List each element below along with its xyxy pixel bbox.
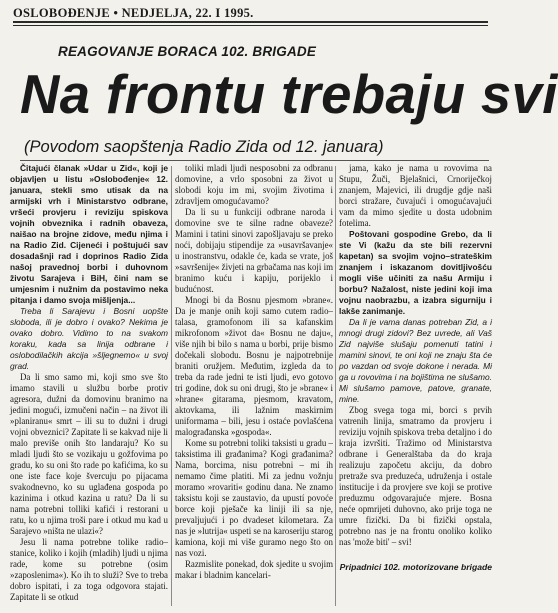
column-divider [335, 166, 336, 606]
article-column-2 [175, 163, 333, 613]
masthead-text: OSLOBOĐENJE • NEDJELJA, 22. I 1995. [13, 6, 254, 20]
masthead-rule [13, 21, 488, 23]
signature: Pripadnici 102. motorizovane brigade [339, 562, 492, 572]
paragraph: toliki mladi ljudi nesposobni za odbranu domovine, a vrlo sposobni za život u slobodi koju im mi, svojim životima i zdravljem omogućavamo? [175, 163, 333, 206]
paragraph: Kome su potrebni toliki taksisti u gradu – taksistima ili građanima? Kogi građanima? Nama, borcima, nisu potrebni – mi ih nemamo čime platiti. Mi za jednu vožnju moramo »rovariti« godinu dana. Ne znamo taksistu koji se zaustavio, da upustí povoće borce koji pješače ka liniji ili sa nje, prevaljujući i po dvadeset kilometara. Za nas je »lutrija« uspeti se na karoseriju starog kamiona, koji mi više guramo nego što on nas vozi. [175, 438, 333, 558]
article-subhead: (Povodom saopštenja Radio Zida od 12. januara) [24, 138, 384, 156]
paragraph: jama, kako je nama u rovovima na Stupu, Žuči, Bjelašnici, Crnoriječkoj znanjem, Majevici, ili drugdje gdje naši borci stražare, čuvajući i omogućavajući vam da mimo sjedite u dosta udobnim fotelima. [339, 163, 492, 228]
paragraph: Mnogi bi da Bosnu pjesmom »brane«. Da je manje onih koji samo cutem radio–talasa, gramofonom ili sa kafanskim mikrofonom »život da« Bosnu ne daju«, više njih bi bilo s nama u borbi, prije bismo dočekali slobodu. Bosnu je najpotrebnije braniti oružjem. Međutim, izgleda da to treba da rade jedni te isti ljudi, evo gotovo tri godine, dok su oni drugi, što je »brane« i »hrane« gitarama, pjesmom, kravatom, aktovkama, ili lažnim maskirnim uniformama – bili, jesu i ostaće povlašćena malograđanska »gospoda«. [175, 295, 333, 437]
paragraph: Razmislite ponekad, dok sjedite u svojim makar i bladnim kancelari- [175, 559, 333, 580]
paragraph: Da li smo samo mi, koji smo sve što imamo stavili u službu borbe protiv agresora, dužni da domovinu branimo na jedini mogući, izmučeni način – na život ili »planiranu« smrt – ili su to dužni i drugi vojni obveznici? Zapitate li se kakvad nije li malo previše onih što landaraju? Ko su mladi ljudi što se vozikaju u gožfovima po gradu, ko su oni što rade po kafićima, ko su one iste face koje švercuju po pijacama svakodnevno, ko su uglađena gospoda po kazinima i otkud kazina u ratu? Da li su nama potrebni tolliki kafići i restorani u ratu, ko u njima troši pare i otkud mu kad u Sarajevo »ništa ne ulazi«? [10, 372, 168, 536]
paragraph: Poštovani gospodine Grebo, da li ste Vi (kažu da ste bili rezervni kapetan) sa svojim vojno–strateškim znanjem i iskazanom dovitljivošću mogli više učiniti za našu Armiju i borbu? Nažalost, niste jedini koji ima vojnu naobrazbu, a izabra sigurniju i lakše zanimanje. [339, 229, 492, 316]
paragraph: Čitajući članak »Udar u Zid«, koji je objavljen u listu »Oslobođenje« 12. januara, stekli smo utisak da na armijski vrh i Ministarstvo odbrane, vršeći provjeru i reviziju spiskova vojnih obveznika i radnih obaveza, naišao na brojne zidove, među njima i na Radio Zid. Cijeneći i poštujući sav dosadašnji rad i doprinos Radio Zida našoj pravednoj borbi i duhovnom životu Sarajeva i BiH, čini nam se umjesnim i nužnim da postavimo neka pitanja i damo svoja mišljenja... [10, 163, 168, 305]
paragraph: Jesu li nama potrebne tolike radio–stanice, koliko i kojih (mladih) ljudi u njima rade, kome su potrebne (osim »zaposlenima«). Ko ih to služi? Sve to treba dobro ispitati, i za toga odgovora stajati. Zapitate li se otkud [10, 537, 168, 602]
subhead-divider [20, 160, 489, 161]
masthead [13, 6, 488, 30]
paragraph: Zbog svega toga mi, borci s prvih vatrenih linija, smatramo da provjeru i reviziju vojnih spiskova treba detaljno i do kraja izvršiti. Tražimo od Ministarstva odbrane i Generalštaba da do kraja realizuju započetu akciju, da dobro pretraže sva preduzeća, udruženja i ostale institucije i da provjere sve koji se protive preduzmu odgovarajuće mjere. Bosna neće opmrijeti duhovno, ako prije toga ne umre fizički. Da bi fizički opstala, potrebno nas je na frontu onoliko koliko nas 'može biti' – svi! [339, 405, 492, 547]
masthead-rule-thin [13, 25, 488, 26]
article-column-3 [339, 163, 492, 613]
article-column-1 [10, 163, 168, 613]
article-headline: Na frontu trebaju svi [20, 63, 558, 125]
article-kicker: REAGOVANJE BORACA 102. BRIGADE [58, 44, 317, 59]
paragraph: Da li su u funkciji odbrane naroda i domovine sve te silne radne obaveze? Mamini i tatini sinovi zapošljavaju se preko noći, dobijaju stipendije za »usavršavanje« u inostranstvu, odakle će, kada se vrate, još »savršenije« živjeti na grbačama nas koji im branimo kuću i kapiju, porijeklo i budućnost. [175, 207, 333, 294]
column-divider [171, 166, 172, 606]
paragraph: Treba li Sarajevu i Bosni uopšte sloboda, ili je dobro i ovako? Nekima je ovako dobro. Vidimo to na svakom koraku, kada sa linija odbrane i oslobodilačkih akcija »šljegnemo« u svoj grad. [10, 306, 168, 371]
paragraph: Da li je vama danas potreban Zid, a i mnogi drugi zidovi? Bez uvrede, ali Vaš Zid najviše slušaju pomenuti tatini i mamini sinovi, te oni koji ne znaju šta će po vazdan od svoje dokone i nerada. Mi ga u rovovima i na bojištima ne slušamo. Mi slušamo pamove, patove, granate, mine. [339, 317, 492, 404]
